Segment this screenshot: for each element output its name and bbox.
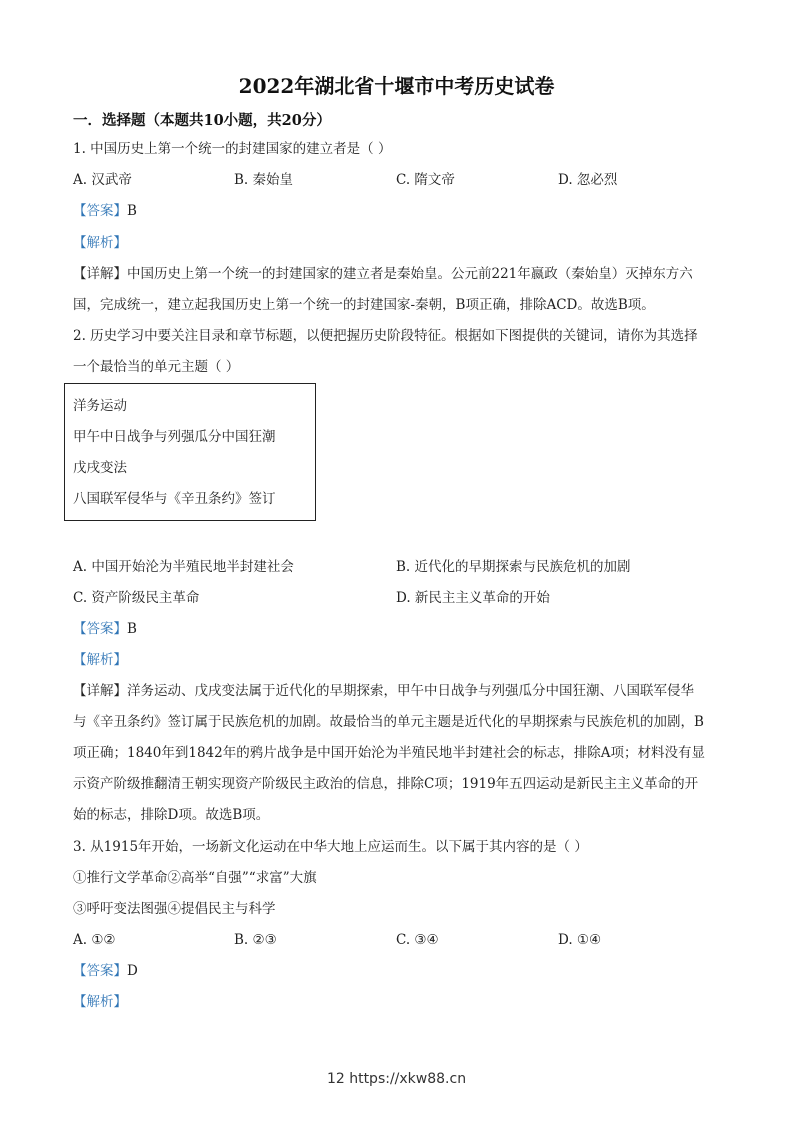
q3-option-b: B. ②③	[234, 932, 277, 948]
q1-option-c: C. 隋文帝	[396, 172, 455, 188]
keyword-box	[64, 383, 316, 521]
q2-detail-line-1	[73, 681, 694, 701]
q3-answer	[73, 961, 138, 981]
detail-tag: 【详解】	[73, 683, 127, 699]
detail-text: 洋务运动、戊戌变法属于近代化的早期探索，甲午中日战争与列强瓜分中国狂潮、八国联军侵华	[127, 683, 694, 699]
detail-text: 中国历史上第一个统一的封建国家的建立者是秦始皇。公元前221年嬴政（秦始皇）灭掉东方六	[127, 266, 693, 282]
question-3-stem: 3. 从1915年开始，一场新文化运动在中华大地上应运而生。以下属于其内容的是（ ）	[73, 839, 588, 855]
answer-tag: 【答案】	[73, 203, 127, 219]
answer-value: B	[127, 203, 137, 219]
answer-tag: 【答案】	[73, 621, 127, 637]
q2-option-a: A. 中国开始沦为半殖民地半封建社会	[73, 559, 294, 575]
question-2-stem-line-2: 一个最恰当的单元主题（ ）	[73, 359, 240, 375]
q2-detail-line-2: 与《辛丑条约》签订属于民族危机的加剧。故最恰当的单元主题是近代化的早期探索与民族危机的加剧，B	[73, 714, 704, 730]
q3-option-c: C. ③④	[396, 932, 439, 948]
keyword-item: 八国联军侵华与《辛丑条约》签订	[73, 491, 276, 507]
page-footer: 12 https://xkw88.cn	[326, 1071, 467, 1087]
q2-detail-line-4: 示资产阶级推翻清王朝实现资产阶级民主政治的信息，排除C项；1919年五四运动是新民主主义革命的开	[73, 776, 699, 792]
q2-option-c: C. 资产阶级民主革命	[73, 590, 200, 606]
q2-option-b: B. 近代化的早期探索与民族危机的加剧	[396, 559, 631, 575]
answer-value: B	[127, 621, 137, 637]
q1-detail-line-2: 国，完成统一，建立起我国历史上第一个统一的封建国家-秦朝，B项正确，排除ACD。故选B项。	[73, 297, 655, 313]
q1-answer	[73, 201, 137, 221]
question-1-stem: 1. 中国历史上第一个统一的封建国家的建立者是（ ）	[73, 141, 392, 157]
q3-items-line-2: ③呼吁变法图强④提倡民主与科学	[73, 901, 276, 917]
q3-analysis	[73, 992, 127, 1012]
q2-detail-line-3: 项正确；1840年到1842年的鸦片战争是中国开始沦为半殖民地半封建社会的标志，排除A项；材料没有显	[73, 745, 705, 761]
q1-detail-line-1	[73, 264, 693, 284]
q2-detail-line-5: 始的标志，排除D项。故选B项。	[73, 807, 270, 823]
q1-option-d: D. 忽必烈	[558, 172, 618, 188]
q1-option-b: B. 秦始皇	[234, 172, 294, 188]
q2-analysis	[73, 650, 127, 670]
keyword-item: 洋务运动	[73, 398, 127, 414]
question-2-stem-line-1: 2. 历史学习中要关注目录和章节标题，以便把握历史阶段特征。根据如下图提供的关键词，请你为其选择	[73, 328, 698, 344]
document-title: 2022年湖北省十堰市中考历史试卷	[238, 74, 555, 98]
answer-value: D	[127, 963, 138, 979]
analysis-tag: 【解析】	[73, 994, 127, 1010]
keyword-item: 甲午中日战争与列强瓜分中国狂潮	[73, 429, 276, 445]
q3-option-d: D. ①④	[558, 932, 602, 948]
answer-tag: 【答案】	[73, 963, 127, 979]
q1-option-a: A. 汉武帝	[73, 172, 132, 188]
analysis-tag: 【解析】	[73, 652, 127, 668]
q2-option-d: D. 新民主主义革命的开始	[396, 590, 550, 606]
q1-analysis	[73, 233, 127, 253]
analysis-tag: 【解析】	[73, 235, 127, 251]
keyword-item: 戊戌变法	[73, 460, 127, 476]
q3-option-a: A. ①②	[73, 932, 116, 948]
q2-answer	[73, 619, 137, 639]
q3-items-line-1: ①推行文学革命②高举“自强”“求富”大旗	[73, 870, 317, 886]
detail-tag: 【详解】	[73, 266, 127, 282]
section-heading: 一．选择题（本题共10小题，共20分）	[73, 112, 331, 129]
